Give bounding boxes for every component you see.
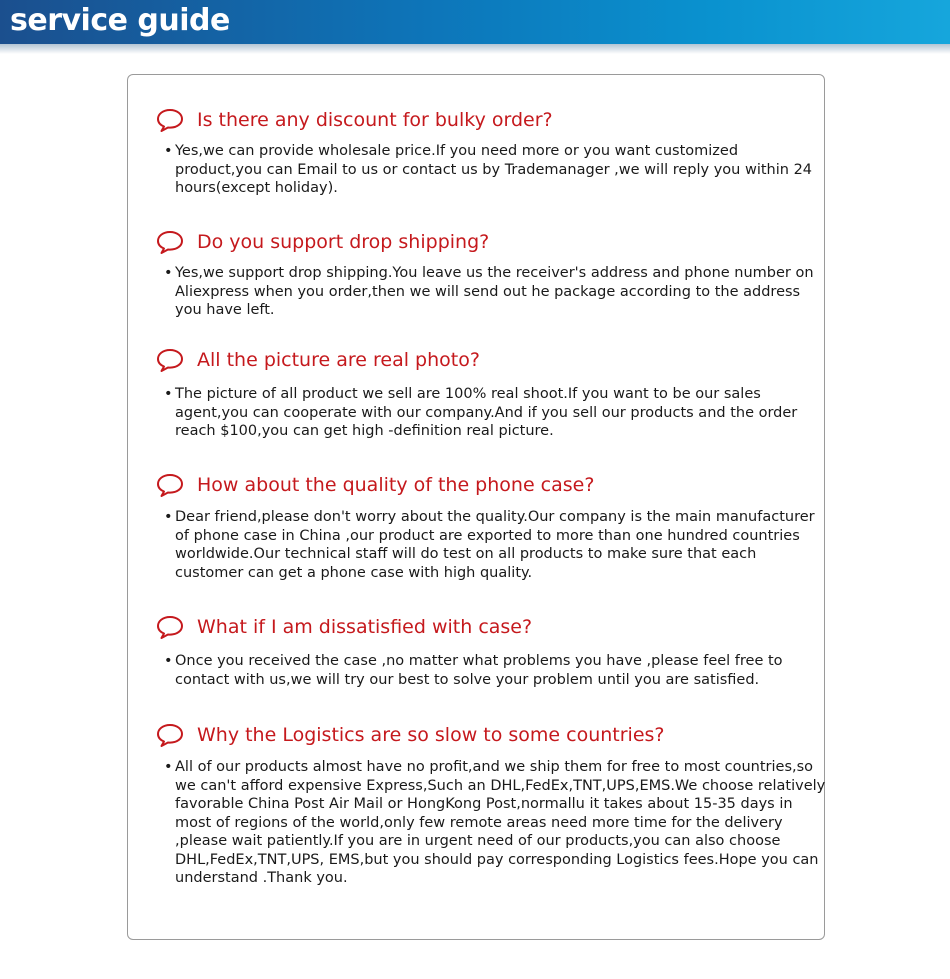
faq-question-real-photo	[155, 347, 480, 373]
faq-question-text: All the picture are real photo?	[197, 349, 480, 371]
bullet: •	[164, 386, 173, 402]
faq-answer-text: Once you received the case ,no matter what problems you have ,please feel free to contact with us,we will try our best to solve your problem until you are satisfied.	[175, 653, 783, 688]
header-banner	[0, 0, 950, 44]
bullet: •	[164, 759, 173, 775]
faq-answer-real-photo	[164, 385, 826, 441]
faq-question-quality	[155, 472, 594, 498]
faq-question-text: Do you support drop shipping?	[197, 231, 490, 253]
faq-question-dissatisfied	[155, 614, 532, 640]
speech-bubble-icon	[155, 722, 185, 748]
faq-answer-logistics	[164, 758, 826, 888]
faq-question-text: What if I am dissatisfied with case?	[197, 616, 533, 638]
faq-question-text: Is there any discount for bulky order?	[197, 109, 553, 131]
faq-answer-text: Yes,we support drop shipping.You leave us the receiver's address and phone number on Aliexpress when you order,then we will send out he package according to the address you have left.	[175, 265, 814, 318]
speech-bubble-icon	[155, 107, 185, 133]
bullet: •	[164, 653, 173, 669]
bullet: •	[164, 265, 173, 281]
bullet: •	[164, 143, 173, 159]
faq-answer-text: All of our products almost have no profit,and we ship them for free to most countries,so we can't afford expensive Express,Such an DHL,FedEx,TNT,UPS,EMS.We choose relatively favorable China Post Air Mail or HongKong Post,normallu it takes about 15-35 days in most of regions of the world,only few remote areas need more time for the delivery ,please wait patiently.If you are in urgent need of our products,you can also choose DHL,FedEx,TNT,UPS, EMS,but you should pay corresponding Logistics fees.Hope you can understand .Thank you.	[175, 759, 826, 886]
speech-bubble-icon	[155, 347, 185, 373]
page-title: service guide	[10, 3, 230, 38]
bullet: •	[164, 509, 173, 525]
faq-question-text: How about the quality of the phone case?	[197, 474, 595, 496]
faq-answer-dissatisfied	[164, 652, 826, 689]
faq-question-text: Why the Logistics are so slow to some countries?	[197, 724, 665, 746]
faq-answer-text: Yes,we can provide wholesale price.If you need more or you want customized product,you can Email to us or contact us by Trademanager ,we will reply you within 24 hours(except holiday).	[175, 143, 813, 196]
faq-answer-text: Dear friend,please don't worry about the quality.Our company is the main manufacturer of phone case in China ,our product are exported to more than one hundred countries worldwide.Our technical staff will do test on all products to make sure that each customer can get a phone case with high quality.	[175, 509, 815, 581]
faq-answer-discount	[164, 142, 826, 198]
faq-answer-quality	[164, 508, 826, 582]
speech-bubble-icon	[155, 614, 185, 640]
speech-bubble-icon	[155, 229, 185, 255]
speech-bubble-icon	[155, 472, 185, 498]
banner-shadow	[0, 44, 950, 54]
faq-answer-drop-shipping	[164, 264, 826, 320]
faq-question-discount	[155, 107, 553, 133]
faq-question-logistics	[155, 722, 665, 748]
faq-question-drop-shipping	[155, 229, 489, 255]
faq-answer-text: The picture of all product we sell are 100% real shoot.If you want to be our sales agent,you can cooperate with our company.And if you sell our products and the order reach $100,you can get high -definition real picture.	[175, 386, 798, 439]
